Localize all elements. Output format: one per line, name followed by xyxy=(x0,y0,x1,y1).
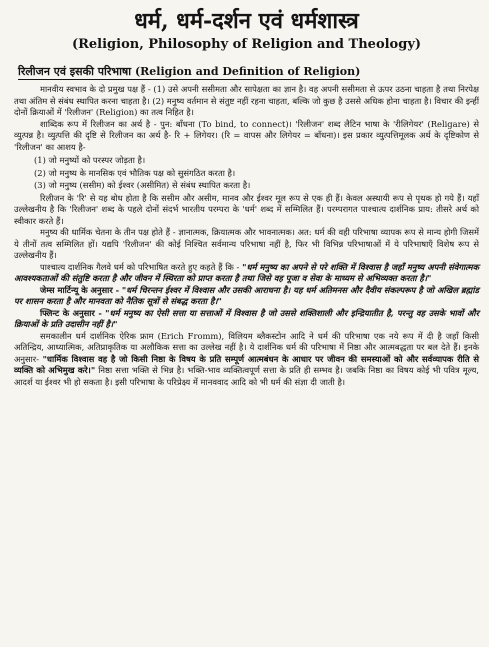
fromm-tail: निष्ठा सत्ता भक्ति से भिन्न है। भक्ति-भाव व्यक्तित्वपूर्ण सत्ता के प्रति ही सम्भव है। जबकि निष्ठा का विषय कोई भी पवित्र मूल्य, आदर्श या ईश्वर भी हो सकता है। इसी परिभाषा के परिप्रेक्ष्य में मानववाद आदि को भी धर्म की संज्ञा दी जाती है। xyxy=(14,365,479,387)
list-item: (1) जो मनुष्यों को परस्पर जोड़ता है। xyxy=(34,155,146,165)
fromm-lead: समकालीन धर्म दार्शनिक ऐरिक फ्राम (Erich Fromm), विलियम ब्लैकस्टोन आदि ने धर्म की परिभाषा एक नये रूप में दी है जहाँ किसी अतिन्द्रिय, आध्यात्मिक, अतिप्राकृतिक या अलौकिक सत्ता का उल्लेख नहीं है। ये दार्शनिक धर्म की परिभाषा में निष्ठा और आत्मबद्धता पर बल देते हैं। इनके अनुसार- xyxy=(14,330,479,364)
flint-lead: फ्लिन्ट के अनुसार - xyxy=(40,307,102,318)
paragraph-flint xyxy=(14,308,479,331)
fromm-quote: "धार्मिक विश्वास वह है जो किसी निष्ठा के विषय के प्रति सम्पूर्ण आत्मबंधन के आधार पर जीवन की समस्याओं को और सर्वव्यापक रीति से व्यक्ति को अभिमुख करे।" xyxy=(14,353,479,375)
paragraph-fromm xyxy=(14,331,479,389)
page-title: धर्म, धर्म-दर्शन एवं धर्मशास्त्र xyxy=(134,8,359,34)
galloway-quote: "धर्म मनुष्य का अपने से परे शक्ति में विश्वास है जहाँ मनुष्य अपनी संवेगात्मक आवश्यकताओं की संतुष्टि करता है और जीवन में स्थिरता को प्राप्त करता है तथा जिसे वह पूजा व सेवा के माध्यम से अभिव्यक्त करता है।" xyxy=(14,261,479,283)
paragraph-galloway xyxy=(14,262,479,285)
paragraph-martineau xyxy=(14,285,479,308)
paragraph-3: रिलीजन के 'रि' से यह बोध होता है कि ससीम और असीम, मानव और ईश्वर मूल रूप से एक ही हैं। केवल अस्थायी रूप से पृथक हो गये हैं। यहाँ उल्लेखनीय है कि 'रिलीजन' शब्द के पहले दोनों संदर्भ भारतीय परम्परा के 'धर्म' शब्द में सम्मिलित हैं। परम्परागत पाश्चात्य दार्शनिक प्राय: तीसरे अर्थ को स्वीकार करते हैं। xyxy=(14,192,479,226)
paragraph-1: मानवीय स्वभाव के दो प्रमुख पक्ष हैं - (1) उसे अपनी ससीमता और सापेक्षता का ज्ञान है। वह अपनी ससीमता से ऊपर उठना चाहता है तथा निरपेक्ष तथा अंतिम से संबंध स्थापित करना चाहता है। (2) मनुष्य वर्तमान से संतुष्ट नहीं रहना चाहता, बल्कि जो कुछ है उससे अधिक होना चाहता है। विचार की इन्हीं दोनों क्रियाओं में 'रिलीजन' (Religion) का तत्व निहित है। xyxy=(14,84,479,117)
flint-quote: "धर्म मनुष्य का ऐसी सत्ता या सत्ताओं में विश्वास है जो उससे शक्तिशाली और इन्द्रियातीत है, परन्तु वह उसके भावों और क्रियाओं के प्रति उदासीन नहीं है।" xyxy=(14,307,479,329)
martineau-quote: "धर्म चिरन्तन ईश्वर में विश्वास और उसकी आराधना है। यह धर्म अतिमनस और दैवीय संकल्परूप है जो अखिल ब्रह्मांड पर शासन करता है और मानवता को नैतिक सूत्रों से संबद्ध करता है।" xyxy=(14,284,479,306)
paragraph-2: शाब्दिक रूप में रिलीजन का अर्थ है - पुन: बाँधना (To bind, to connect)। 'रिलीजन' शब्द लैटिन भाषा के 'रीलिगेयर' (Religare) से व्युत्पन्न है। व्युत्पत्ति की दृष्टि से रिलीजन का अर्थ है- रि + लिगेयर। (रि = वापस और लिगेयर = बाँधना)। इस प्रकार व्युत्पत्तिमूलक अर्थ के दृष्टिकोण से 'रिलीजन' का आशय है- xyxy=(14,118,479,152)
list-item: (2) जो मनुष्य के मानसिक एवं भौतिक पक्ष को सुसंगठित करता है। xyxy=(34,167,236,178)
body-text xyxy=(14,84,479,388)
martineau-lead: जेम्स मार्टिन्यू के अनुसार - xyxy=(40,284,120,295)
section-heading: रिलीजन एवं इसकी परिभाषा (Religion and Definition of Religion) xyxy=(18,65,361,78)
page-subtitle: (Religion, Philosophy of Religion and Theology) xyxy=(71,37,422,52)
meaning-list xyxy=(34,154,479,192)
galloway-lead: पाश्चात्य दार्शनिक गैलवे धर्म को परिभाषित करते हुए कहते हैं कि - xyxy=(40,261,240,272)
paragraph-4: मनुष्य की धार्मिक चेतना के तीन पक्ष होते हैं - ज्ञानात्मक, क्रियात्मक और भावनात्मक। अत: धर्म की वही परिभाषा व्यापक रूप से मान्य होगी जिसमें ये तीनों तत्व सम्मिलित हों। यद्यपि 'रिलीजन' की कोई निश्चित सर्वमान्य परिभाषा नहीं है, फिर भी विभिन्न परिभाषाओं में ये परिभाषाएँ विशेष रूप से उल्लेखनीय हैं। xyxy=(14,227,479,260)
list-item: (3) जो मनुष्य (ससीम) को ईश्वर (असीमित) से संबंध स्थापित करता है। xyxy=(34,180,251,190)
